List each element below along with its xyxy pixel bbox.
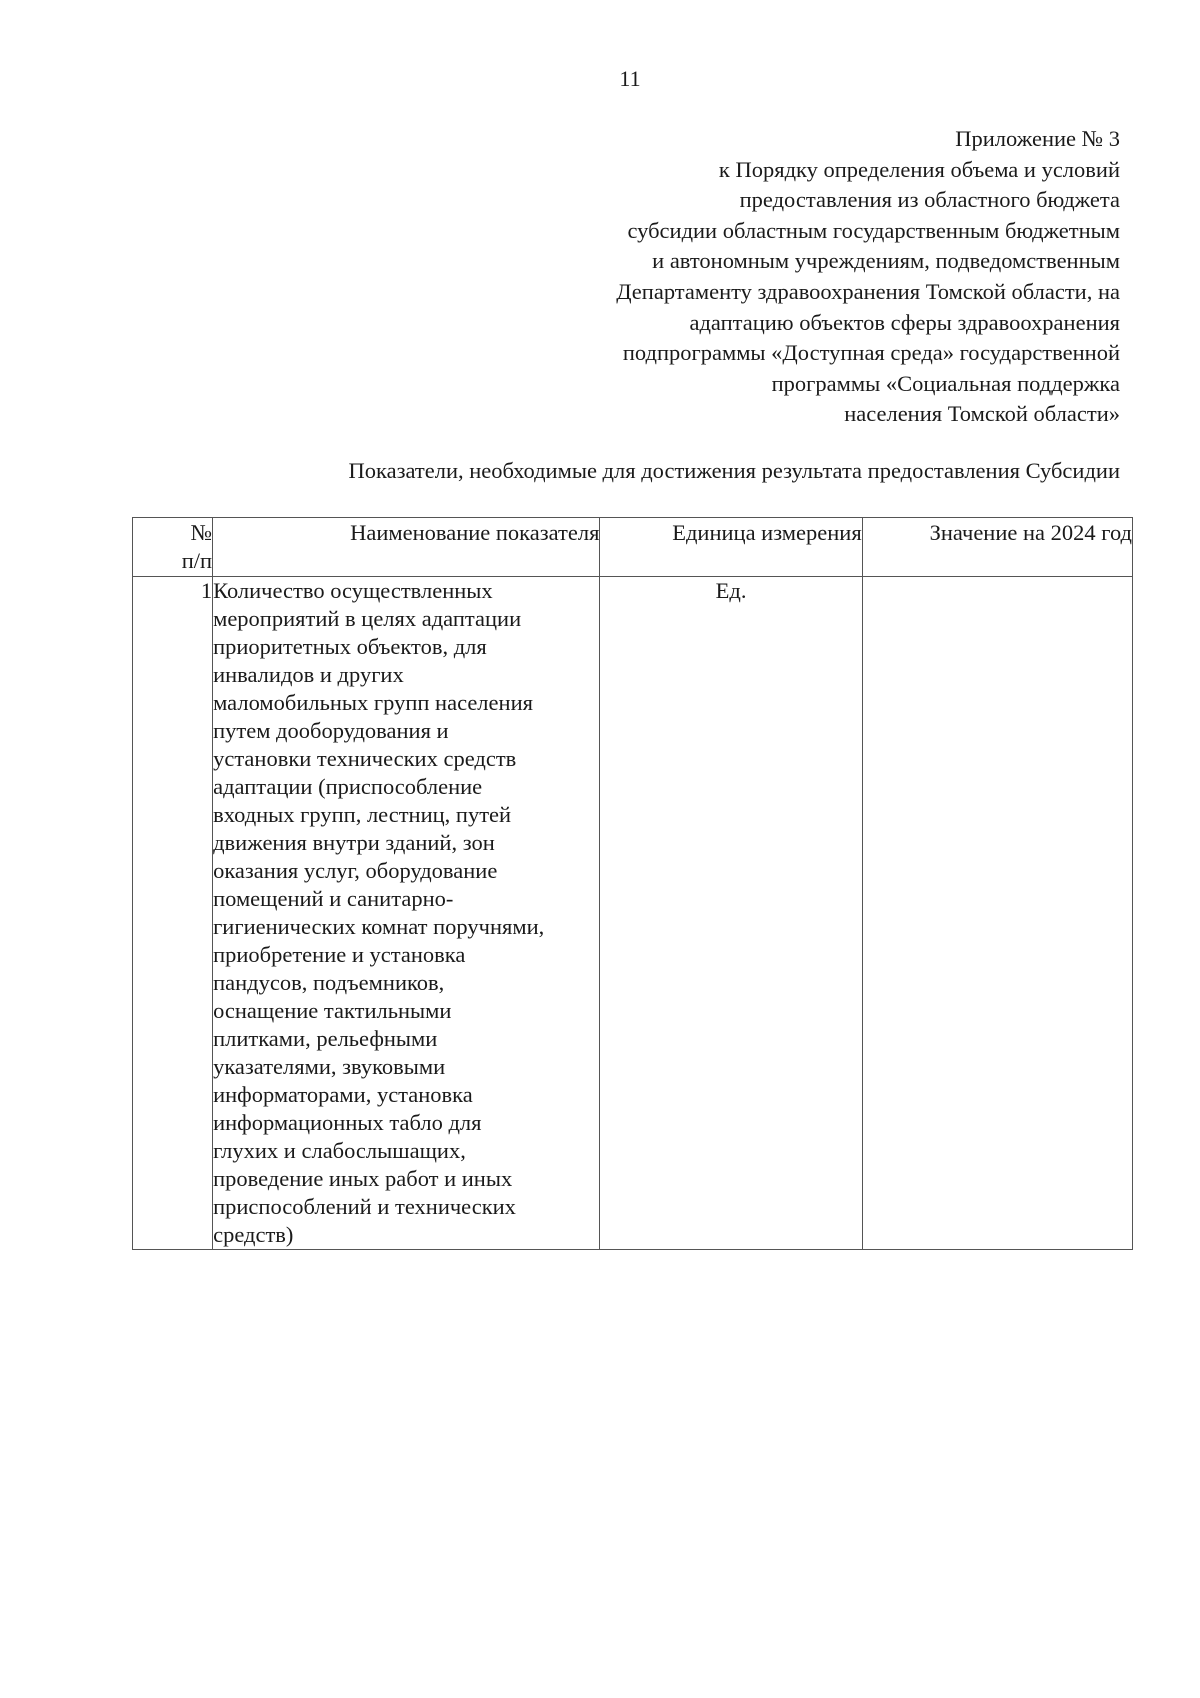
row-unit: Ед. <box>600 577 862 1250</box>
indicator-name-line: средств) <box>213 1222 294 1247</box>
indicator-name-line: информаторами, установка <box>213 1082 473 1107</box>
indicators-table <box>132 517 1133 1250</box>
row-indicator-name <box>213 577 600 1250</box>
appendix-line: адаптацию объектов сферы здравоохранения <box>689 309 1120 335</box>
document-heading: Показатели, необходимые для достижения результата предоставления Субсидии <box>348 458 1120 483</box>
row-value <box>862 577 1132 1250</box>
appendix-line: и автономным учреждениям, подведомственным <box>652 248 1120 274</box>
header-number-line: № <box>190 520 213 545</box>
header-unit: Единица измерения <box>600 518 862 577</box>
appendix-header <box>420 124 1120 430</box>
indicator-name-line: адаптации (приспособление <box>213 774 483 799</box>
page-number: 11 <box>619 66 641 91</box>
indicator-name-line: движения внутри зданий, зон <box>213 830 495 855</box>
indicator-name-line: приспособлений и технических <box>213 1194 516 1219</box>
indicator-name-line: путем дооборудования и <box>213 718 449 743</box>
indicator-name-line: маломобильных групп населения <box>213 690 533 715</box>
indicator-name-line: помещений и санитарно- <box>213 886 454 911</box>
table-row <box>133 577 1133 1250</box>
appendix-line: субсидии областным государственным бюджетным <box>627 217 1120 243</box>
indicator-name-line: оснащение тактильными <box>213 998 452 1023</box>
indicator-name-line: плитками, рельефными <box>213 1026 438 1051</box>
indicator-name-line: инвалидов и других <box>213 662 404 687</box>
appendix-line: Приложение № 3 <box>955 126 1120 151</box>
indicator-name-line: гигиенических комнат поручнями, <box>213 914 545 939</box>
indicator-name-line: пандусов, подъемников, <box>213 970 445 995</box>
header-number-line: п/п <box>181 548 213 573</box>
indicator-name-line: оказания услуг, оборудование <box>213 858 498 883</box>
indicator-name-line: информационных табло для <box>213 1110 482 1135</box>
table-header-row <box>133 518 1133 577</box>
appendix-line: предоставления из областного бюджета <box>739 187 1120 213</box>
indicator-name-line: приобретение и установка <box>213 942 466 967</box>
appendix-line: Департаменту здравоохранения Томской области, на <box>616 278 1120 304</box>
header-number <box>133 518 213 577</box>
indicator-name-line: указателями, звуковыми <box>213 1054 446 1079</box>
appendix-line: к Порядку определения объема и условий <box>718 156 1120 182</box>
appendix-line: программы «Социальная поддержка <box>771 370 1120 396</box>
header-indicator-name: Наименование показателя <box>213 518 600 577</box>
appendix-line: подпрограммы «Доступная среда» государственной <box>622 340 1120 366</box>
indicator-name-line: глухих и слабослышащих, <box>213 1138 466 1163</box>
indicator-name-line: установки технических средств <box>213 746 517 771</box>
indicator-name-line: Количество осуществленных <box>213 578 493 603</box>
header-value: Значение на 2024 год <box>862 518 1132 577</box>
appendix-line: населения Томской области» <box>844 401 1120 427</box>
row-number: 1 <box>133 577 213 1250</box>
indicator-name-line: проведение иных работ и иных <box>213 1166 513 1191</box>
indicator-name-line: приоритетных объектов, для <box>213 634 487 659</box>
indicator-name-line: мероприятий в целях адаптации <box>213 606 522 631</box>
indicator-name-line: входных групп, лестниц, путей <box>213 802 512 827</box>
